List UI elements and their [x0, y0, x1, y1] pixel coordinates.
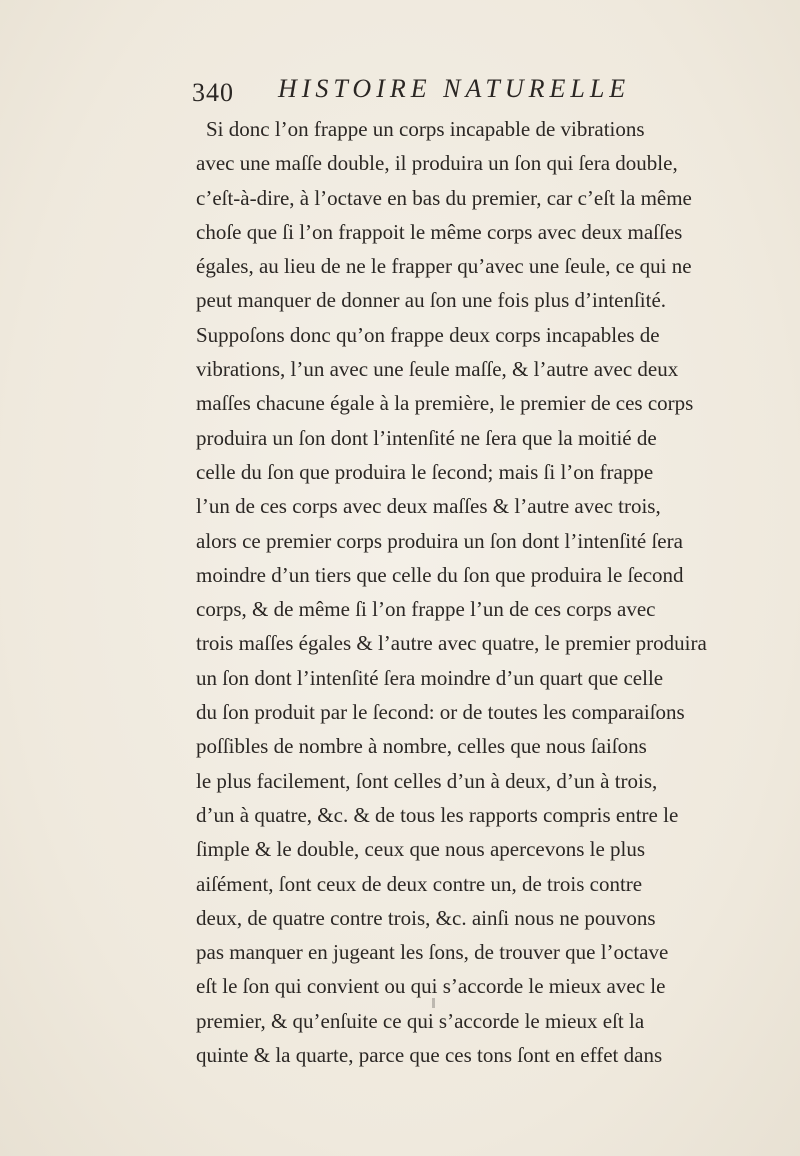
text-line: alors ce premier corps produira un ſon dont l’intenſité ſera [196, 528, 683, 553]
text-line: trois maſſes égales & l’autre avec quatre, le premier produira [196, 631, 707, 656]
text-line: quinte & la quarte, parce que ces tons ſont en effet dans [196, 1043, 663, 1068]
text-line: moindre d’un tiers que celle du ſon que produira le ſecond [196, 562, 684, 587]
text-line: pas manquer en jugeant les ſons, de trouver que l’octave [196, 940, 669, 965]
text-line: vibrations, l’un avec une ſeule maſſe, & l’autre avec deux [196, 357, 679, 382]
text-line: premier, & qu’enſuite ce qui s’accorde le mieux eſt la [196, 1008, 645, 1033]
text-line: celle du ſon que produira le ſecond; mais ſi l’on frappe [196, 459, 654, 484]
text-line: poſſibles de nombre à nombre, celles que nous ſaiſons [196, 734, 647, 759]
paper-speck [432, 998, 435, 1008]
text-line: un ſon dont l’intenſité ſera moindre d’un quart que celle [196, 665, 664, 690]
text-line: peut manquer de donner au ſon une fois plus d’intenſité. [196, 288, 667, 313]
text-line: choſe que ſi l’on frappoit le même corps avec deux maſſes [196, 219, 683, 244]
text-line: c’eſt-à-dire, à l’octave en bas du premier, car c’eſt la même [196, 185, 692, 210]
text-line: du ſon produit par le ſecond: or de toutes les comparaiſons [196, 700, 685, 725]
text-line: l’un de ces corps avec deux maſſes & l’autre avec trois, [196, 494, 661, 519]
text-line: deux, de quatre contre trois, &c. ainſi nous ne pouvons [196, 905, 656, 930]
text-line: égales, au lieu de ne le frapper qu’avec une ſeule, ce qui ne [196, 254, 692, 279]
page-number: 340 [192, 78, 234, 107]
text-line: eſt le ſon qui convient ou qui s’accorde le mieux avec le [196, 974, 666, 999]
text-line: Si donc l’on frappe un corps incapable de vibrations [206, 117, 645, 141]
text-line: d’un à quatre, &c. & de tous les rapports compris entre le [196, 802, 679, 827]
text-line: aiſément, ſont ceux de deux contre un, de trois contre [196, 871, 643, 896]
running-title: HISTOIRE NATURELLE [278, 74, 631, 103]
text-line: maſſes chacune égale à la première, le premier de ces corps [196, 391, 694, 416]
text-line: Suppoſons donc qu’on frappe deux corps incapables de [196, 322, 660, 347]
body-text [196, 112, 707, 1072]
text-line: corps, & de même ſi l’on frappe l’un de ces corps avec [196, 597, 656, 622]
text-line: ſimple & le double, ceux que nous apercevons le plus [196, 837, 646, 862]
text-line: avec une maſſe double, il produira un ſon qui ſera double, [196, 151, 678, 176]
text-line: produira un ſon dont l’intenſité ne ſera que la moitié de [196, 425, 657, 450]
text-line: le plus facilement, ſont celles d’un à deux, d’un à trois, [196, 768, 658, 793]
